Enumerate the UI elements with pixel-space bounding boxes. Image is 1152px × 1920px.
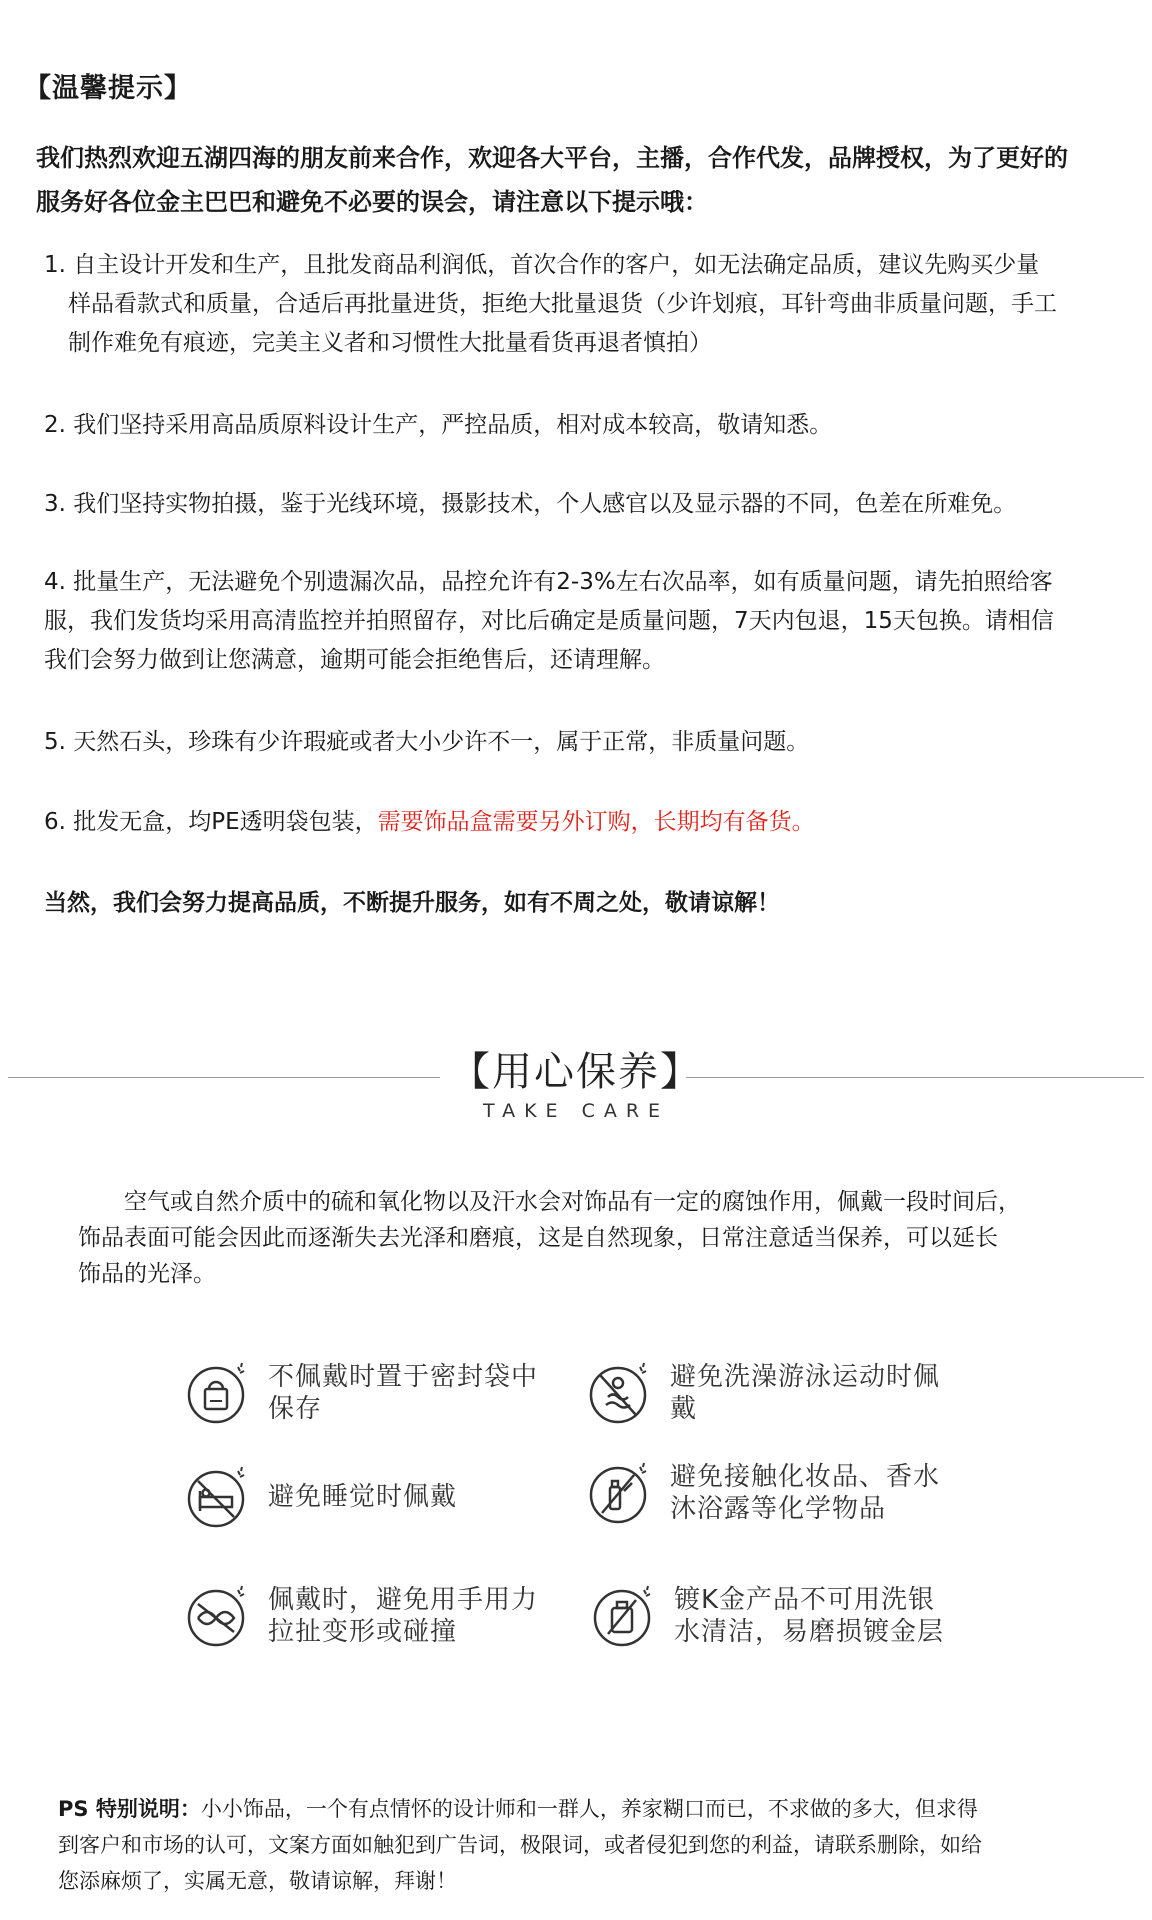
tip-line: 戴 bbox=[670, 1394, 698, 1424]
tip-no-cosmetics bbox=[588, 1461, 940, 1525]
item-line: 我们会努力做到让您满意，逾期可能会拒绝售后，还请理解。 bbox=[44, 647, 665, 673]
no-sleeping-icon bbox=[186, 1465, 250, 1529]
notice-item-4 bbox=[44, 563, 1124, 680]
notice-intro bbox=[36, 136, 1126, 224]
tip-no-sleeping bbox=[186, 1465, 457, 1529]
sealed-bag-icon bbox=[186, 1361, 250, 1425]
no-pulling-icon bbox=[186, 1584, 250, 1648]
intro-line: 服务好各位金主巴巴和避免不必要的误会，请注意以下提示哦： bbox=[36, 188, 708, 216]
ps-note bbox=[58, 1791, 1118, 1899]
tip-line: 水清洁，易磨损镀金层 bbox=[674, 1617, 945, 1647]
para-line: 空气或自然介质中的硫和氧化物以及汗水会对饰品有一定的腐蚀作用，佩戴一段时间后， bbox=[124, 1189, 1021, 1215]
notice-item-2 bbox=[44, 406, 1124, 445]
ps-label: PS 特别说明： bbox=[58, 1797, 201, 1821]
item-line: 1. 自主设计开发和生产，且批发商品利润低，首次合作的客户，如无法确定品质，建议先购买少量 bbox=[44, 252, 1040, 278]
no-cleaner-icon bbox=[592, 1584, 656, 1648]
no-cosmetics-icon bbox=[588, 1461, 652, 1525]
tip-line: 佩戴时，避免用手用力 bbox=[268, 1585, 539, 1615]
item-line: 4. 批量生产，无法避免个别遗漏次品，品控允许有2-3%左右次品率，如有质量问题，请先拍照给客 bbox=[44, 569, 1053, 595]
tip-line: 避免接触化妆品、香水 bbox=[670, 1462, 941, 1492]
item-highlight: 需要饰品盒需要另外订购，长期均有备货。 bbox=[377, 809, 815, 835]
care-title: 【用心保养】 bbox=[450, 1049, 702, 1095]
para-line: 饰品表面可能会因此而逐渐失去光泽和磨痕，这是自然现象，日常注意适当保养，可以延长 bbox=[78, 1225, 998, 1251]
care-subtitle: TAKE CARE bbox=[482, 1100, 670, 1122]
tip-line: 避免睡觉时佩戴 bbox=[268, 1482, 458, 1512]
tip-line: 拉扯变形或碰撞 bbox=[268, 1617, 458, 1647]
item-line: 样品看款式和质量，合适后再批量进货，拒绝大批量退货（少许划痕，耳针弯曲非质量问题，手工 bbox=[68, 291, 1057, 317]
ps-line: 您添麻烦了，实属无意，敬请谅解，拜谢！ bbox=[58, 1869, 457, 1893]
notice-item-5 bbox=[44, 723, 1124, 762]
care-paragraph bbox=[78, 1184, 1088, 1292]
tip-text bbox=[268, 1584, 538, 1648]
item-line: 3. 我们坚持实物拍摄，鉴于光线环境，摄影技术，个人感官以及显示器的不同，色差在所难免。 bbox=[44, 491, 1017, 517]
item-line: 5. 天然石头，珍珠有少许瑕疵或者大小少许不一，属于正常，非质量问题。 bbox=[44, 729, 810, 755]
tip-no-swimming bbox=[588, 1361, 940, 1425]
tip-line: 避免洗澡游泳运动时佩 bbox=[670, 1362, 941, 1392]
tip-line: 保存 bbox=[268, 1394, 323, 1424]
ps-line bbox=[58, 1791, 1118, 1827]
tip-text bbox=[674, 1584, 944, 1648]
no-swimming-icon bbox=[588, 1361, 652, 1425]
item-line: 2. 我们坚持采用高品质原料设计生产，严控品质，相对成本较高，敬请知悉。 bbox=[44, 412, 833, 438]
notice-closing: 当然，我们会努力提高品质，不断提升服务，如有不周之处，敬请谅解！ bbox=[44, 890, 780, 916]
item-line: 制作难免有痕迹，完美主义者和习惯性大批量看货再退者慎拍） bbox=[68, 330, 712, 356]
tip-text bbox=[268, 1481, 457, 1513]
notice-item-6 bbox=[44, 803, 1124, 842]
item-text: 6. 批发无盒，均PE透明袋包装， bbox=[44, 809, 378, 835]
tip-text bbox=[670, 1361, 940, 1425]
tip-sealed-bag bbox=[186, 1361, 538, 1425]
tip-text bbox=[670, 1461, 940, 1525]
tip-no-pulling bbox=[186, 1584, 538, 1648]
item-line: 服，我们发货均采用高清监控并拍照留存，对比后确定是质量问题，7天内包退，15天包换。请相信 bbox=[44, 608, 1054, 634]
notice-item-3 bbox=[44, 485, 1124, 524]
ps-line: 到客户和市场的认可，文案方面如触犯到广告词，极限词，或者侵犯到您的利益，请联系删除，如给 bbox=[58, 1833, 982, 1857]
para-line: 饰品的光泽。 bbox=[78, 1261, 216, 1287]
ps-text: 小小饰品，一个有点情怀的设计师和一群人，养家糊口而已，不求做的多大，但求得 bbox=[200, 1797, 978, 1821]
tip-text bbox=[268, 1361, 538, 1425]
notice-item-1 bbox=[44, 246, 1124, 363]
tip-line: 沐浴露等化学物品 bbox=[670, 1494, 887, 1524]
tip-line: 镀K金产品不可用洗银 bbox=[674, 1585, 936, 1615]
tip-line: 不佩戴时置于密封袋中 bbox=[268, 1362, 539, 1392]
tip-no-cleaner bbox=[592, 1584, 944, 1648]
intro-line: 我们热烈欢迎五湖四海的朋友前来合作，欢迎各大平台，主播，合作代发，品牌授权，为了更好的 bbox=[36, 144, 1068, 172]
notice-title: 【温馨提示】 bbox=[24, 73, 192, 104]
